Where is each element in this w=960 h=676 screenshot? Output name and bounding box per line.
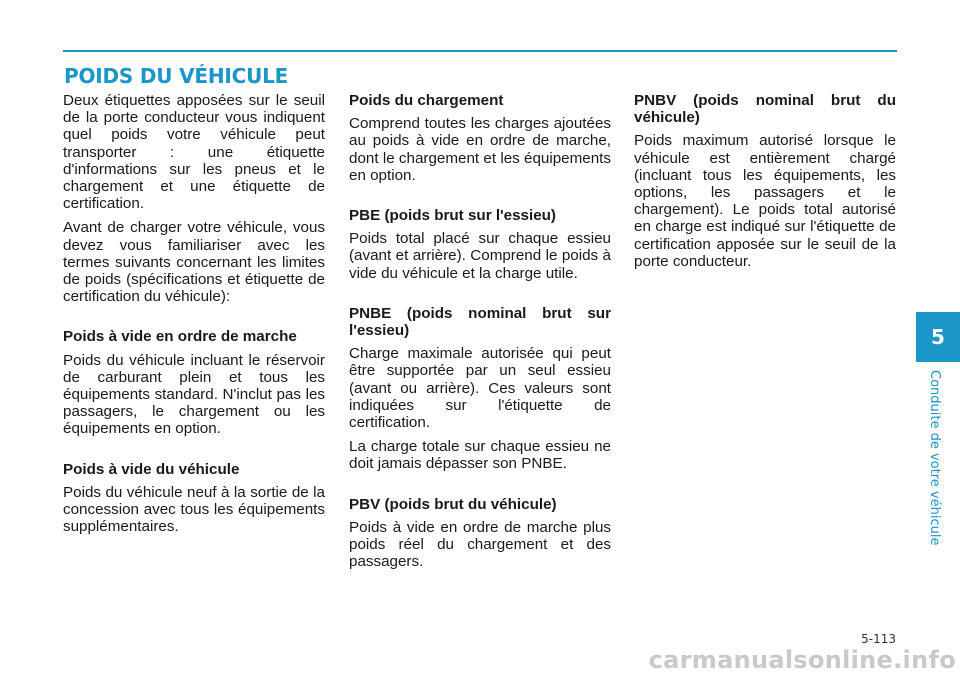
heading-pnbe: PNBE (poids nominal brut sur l'essieu): [349, 304, 611, 340]
top-divider-line: [63, 50, 897, 52]
definition-poids-chargement: Comprend toutes les charges ajoutées au poids à vide en ordre de marche, dont le chargement et les équipements en option.: [349, 115, 611, 184]
heading-poids-chargement: Poids du chargement: [349, 92, 504, 109]
definition-poids-vide-vehicule: Poids du véhicule neuf à la sortie de la concession avec tous les équipements supplémentaires.: [63, 483, 325, 536]
text-column-2: [349, 92, 611, 577]
intro-paragraph: Deux étiquettes apposées sur le seuil de la porte conducteur vous indiquent quel poids votre véhicule peut transporter : une étiquette d'informations sur les pneus et le chargement et une étiquette de certification.: [63, 92, 325, 213]
page-number: 5-113: [861, 632, 896, 646]
heading-pnbv: PNBV (poids nominal brut du véhicule): [634, 92, 896, 127]
definition-pnbv: Poids maximum autorisé lorsque le véhicule est entièrement chargé (incluant tous les équipements, les options, les passagers et le chargement). Le poids total autorisé en charge est indiqué sur l'étiquette de certification apposée sur le seuil de la porte conducteur.: [634, 132, 896, 270]
section-title: POIDS DU VÉHICULE: [64, 64, 289, 88]
heading-pbe: PBE (poids brut sur l'essieu): [349, 207, 556, 225]
chapter-label: Conduite de votre véhicule: [927, 370, 942, 546]
text-column-3: [634, 92, 896, 277]
heading-poids-vide-ordre-marche: Poids à vide en ordre de marche: [63, 328, 297, 346]
chapter-number-tab: 5: [916, 312, 960, 362]
definition-pbe: Poids total placé sur chaque essieu (avant et arrière). Comprend le poids à vide du véhicule et la charge utile.: [349, 230, 611, 282]
definition-poids-vide-ordre-marche: Poids du véhicule incluant le réservoir de carburant plein et tous les équipements standard. N'inclut pas les passagers, le chargement ou les équipements en option.: [63, 351, 325, 438]
note-pnbe: La charge totale sur chaque essieu ne doit jamais dépasser son PNBE.: [349, 438, 611, 473]
definition-pbv: Poids à vide en ordre de marche plus poids réel du chargement et des passagers.: [349, 518, 611, 571]
heading-poids-vide-vehicule: Poids à vide du véhicule: [63, 460, 240, 478]
terms-intro-paragraph: Avant de charger votre véhicule, vous devez vous familiariser avec les termes suivants concernant les limites de poids (spécifications et étiquette de certification du véhicule):: [63, 219, 325, 306]
heading-pbv: PBV (poids brut du véhicule): [349, 495, 557, 513]
definition-pnbe: Charge maximale autorisée qui peut être supportée par un seul essieu (avant ou arrière). Ces valeurs sont indiquées sur l'étiquette de certification.: [349, 345, 611, 432]
text-column-1: [63, 92, 325, 542]
watermark: carmanualsonline.info: [648, 646, 956, 674]
